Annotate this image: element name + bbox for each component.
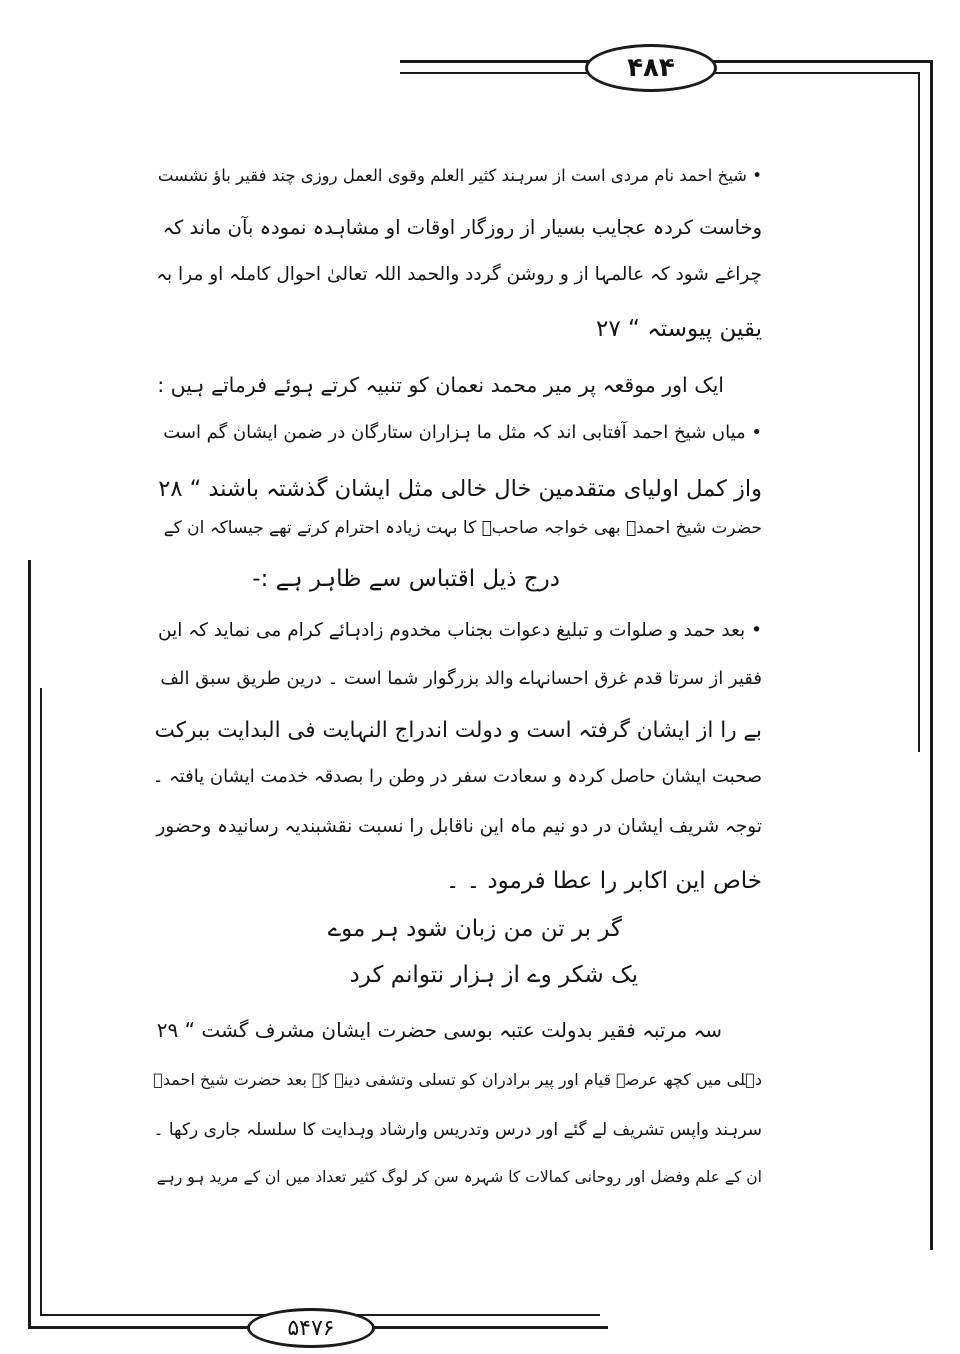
text-line-7: واز کمل اولیای متقدمین خال خالی مثل ایشان گذشتہ باشند “ ۲۸ bbox=[158, 476, 762, 502]
text-line-3: چراغے شود کہ عالمہا از و روشن گردد والحمد اللہ تعالیٰ احوال کاملہ او مرا بہ bbox=[156, 264, 762, 285]
border-right-inner bbox=[918, 72, 920, 752]
text-line-19: دہلی میں کچھ عرصہ قیام اور پیر برادران کو تسلی وتشفی دینے کے بعد حضرت شیخ احمدؒ bbox=[153, 1070, 762, 1089]
text-line-10: • بعد حمد و صلوات و تبلیغ دعوات بجناب مخدوم زادہائے کرام می نماید کہ این bbox=[158, 620, 762, 641]
text-line-15: خاص این اکابر را عطا فرمود ۔ ۔ bbox=[445, 868, 762, 894]
text-line-1: • شیخ احمد نام مردی است از سرہند کثیر العلم وقوی العمل روزی چند فقیر باؤ نشست bbox=[157, 166, 762, 185]
verse-line-1: گر بر تن من زبان شود ہر موے bbox=[327, 916, 622, 942]
text-line-12: بے را از ایشان گرفتہ است و دولت اندراج النہایت فی البدایت ببرکت bbox=[154, 718, 762, 743]
text-line-21: ان کے علم وفضل اور روحانی کمالات کا شہرہ سن کر لوگ کثیر تعداد میں ان کے مرید ہو رہے bbox=[156, 1168, 762, 1186]
page-number-oval bbox=[585, 44, 717, 92]
border-right-outer bbox=[930, 60, 933, 1250]
text-line-14: توجہ شریف ایشان در دو نیم ماہ این ناقابل را نسبت نقشبندیہ رسانیدہ وحضور bbox=[156, 816, 762, 837]
footer-number-oval bbox=[247, 1308, 375, 1348]
text-line-4: یقین پیوستہ “ ۲۷ bbox=[596, 316, 762, 342]
text-line-11: فقیر از سرتا قدم غرق احسانہاے والد بزرگوار شما است ۔ درین طریق سبق الف bbox=[160, 668, 762, 689]
text-line-2: وخاست کردہ عجایب بسیار از روزگار اوقات او مشاہدہ نمودہ بآن ماند کہ bbox=[162, 216, 762, 239]
text-line-20: سرہند واپس تشریف لے گئے اور درس وتدریس وارشاد وہدایت کا سلسلہ جاری رکھا ۔ bbox=[153, 1120, 762, 1140]
text-line-8: حضرت شیخ احمدؒ بھی خواجہ صاحبؒ کا بہت زیادہ احترام کرتے تھے جیساکہ ان کے bbox=[163, 518, 762, 538]
page-number: ۴۸۴ bbox=[627, 53, 675, 83]
text-line-18: سہ مرتبہ فقیر بدولت عتبہ بوسی حضرت ایشان مشرف گشت “ ۲۹ bbox=[156, 1018, 722, 1042]
text-line-6: • میاں شیخ احمد آفتابی اند کہ مثل ما ہزاران ستارگان در ضمن ایشان گم است bbox=[163, 422, 762, 443]
text-line-5: ایک اور موقعہ پر میر محمد نعمان کو تنبیہ کرتے ہوئے فرماتے ہیں : bbox=[157, 373, 724, 397]
text-line-13: صحبت ایشان حاصل کردہ و سعادت سفر در وطن را بصدقہ خدمت ایشان یافتہ ۔ bbox=[152, 766, 762, 787]
verse-line-2: یک شکر وے از ہزار نتوانم کرد bbox=[349, 962, 638, 988]
footer-number: ۵۴۷۶ bbox=[287, 1315, 335, 1341]
text-line-9: درج ذیل اقتباس سے ظاہر ہے :- bbox=[252, 566, 560, 592]
border-left-inner bbox=[40, 688, 42, 1316]
border-left-outer bbox=[28, 560, 31, 1328]
